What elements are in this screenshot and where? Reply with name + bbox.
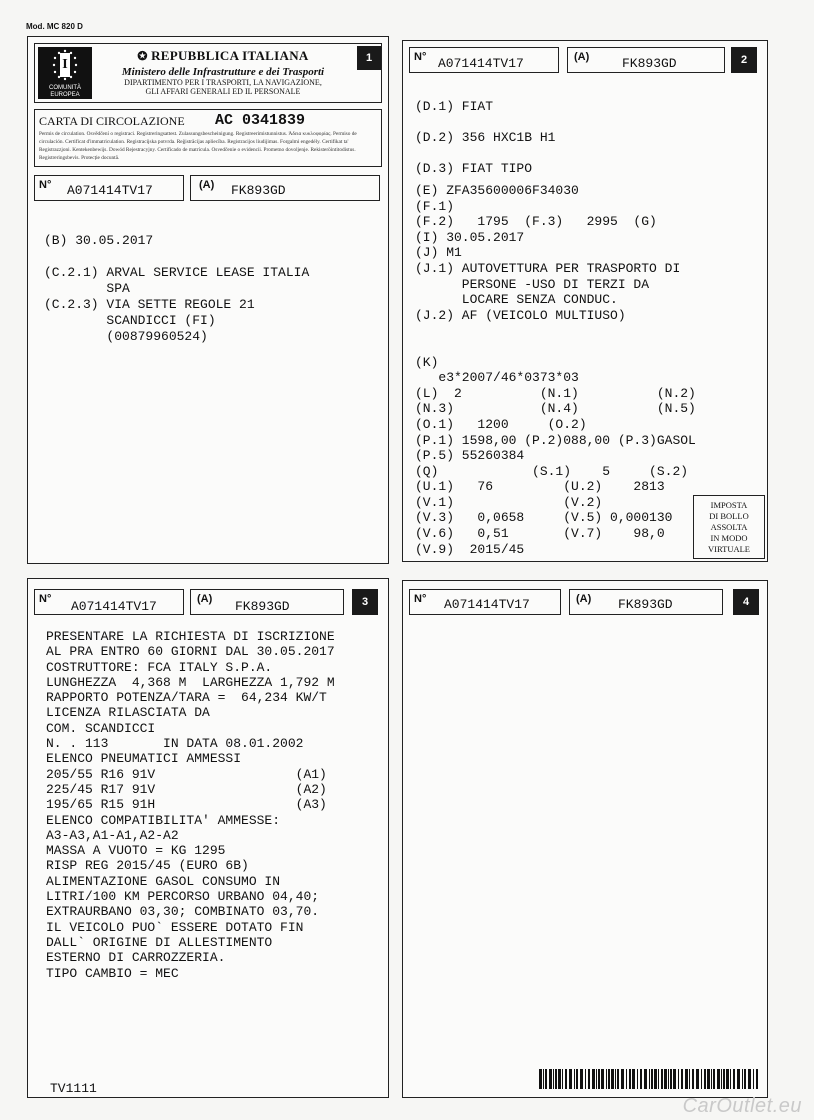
barcode-bar [661, 1069, 663, 1089]
footer-code: TV1111 [50, 1081, 97, 1096]
plate-label: (A) [576, 593, 592, 605]
note-line: ELENCO COMPATIBILITA' AMMESSE: [46, 812, 281, 828]
barcode-bar [598, 1069, 600, 1089]
technical-line: (O.1) 1200 (O.2) [415, 416, 587, 432]
technical-line: (N.3) (N.4) (N.5) [415, 401, 696, 417]
number-field [34, 175, 184, 201]
stamp-duty-line: IN MODO [710, 533, 748, 543]
note-line: MASSA A VUOTO = KG 1295 [46, 843, 226, 859]
note-line: 225/45 R17 91V (A2) [46, 781, 327, 797]
barcode-bar [678, 1069, 679, 1089]
technical-line: (K) [415, 354, 439, 370]
eu-label: COMUNITÀ EUROPEA [49, 85, 81, 98]
notes-block [46, 629, 335, 981]
panel-number-badge: 3 [352, 589, 378, 615]
number-value: A071414TV17 [71, 599, 157, 614]
technical-line: PERSONE -USO DI TERZI DA [415, 276, 650, 292]
issuer-block [97, 48, 349, 96]
plate-label: (A) [199, 179, 215, 191]
barcode-bar [649, 1069, 650, 1089]
barcode-bar [596, 1069, 597, 1089]
note-line: ELENCO PNEUMATICI AMMESSI [46, 751, 242, 767]
barcode-bar [753, 1069, 754, 1089]
note-line: 195/65 R15 91H (A3) [46, 797, 327, 813]
barcode-bar [692, 1069, 694, 1089]
republic-title: ✪ REPUBBLICA ITALIANA [137, 48, 309, 63]
barcode-bar [555, 1069, 557, 1089]
note-line: ALIMENTAZIONE GASOL CONSUMO IN [46, 873, 281, 889]
technical-line: (Q) (S.1) 5 (S.2) [415, 463, 689, 479]
barcode-bar [713, 1069, 715, 1089]
ministry-name: Ministero delle Infrastrutture e dei Trasporti [121, 66, 325, 78]
barcode-bar [617, 1069, 619, 1089]
barcode-bar [545, 1069, 547, 1089]
note-line: RISP REG 2015/45 (EURO 6B) [46, 858, 249, 874]
panel-4 [402, 580, 768, 1098]
barcode-bar [742, 1069, 743, 1089]
carta-label: CARTA DI CIRCOLAZIONE [39, 114, 185, 128]
barcode-bar [744, 1069, 746, 1089]
technical-line: (V.3) 0,0658 (V.5) 0,000130 [415, 510, 673, 526]
barcode-bar [543, 1069, 544, 1089]
note-line: LICENZA RILASCIATA DA [46, 705, 210, 721]
make-model-line: (D.2) 356 HXC1B H1 [415, 130, 556, 145]
barcode-bar [701, 1069, 702, 1089]
number-field [34, 589, 184, 615]
barcode-bar [629, 1069, 631, 1089]
note-line: PRESENTARE LA RICHIESTA DI ISCRIZIONE [46, 629, 335, 644]
number-field [409, 589, 561, 615]
technical-line: (V.1) (V.2) [415, 494, 603, 510]
barcode-bar [726, 1069, 729, 1089]
plate-field [567, 47, 725, 73]
number-label: N° [414, 51, 427, 63]
barcode-bar [580, 1069, 583, 1089]
barcode-bar [651, 1069, 653, 1089]
number-value: A071414TV17 [444, 597, 530, 612]
barcode-bar [681, 1069, 683, 1089]
plate-label: (A) [197, 593, 213, 605]
note-line: DALL` ORIGINE DI ALLESTIMENTO [46, 934, 273, 950]
barcode-bar [592, 1069, 595, 1089]
barcode-bar [704, 1069, 706, 1089]
barcode-bar [615, 1069, 616, 1089]
barcode-bar [696, 1069, 699, 1089]
number-label: N° [414, 593, 427, 605]
technical-line: (J.1) AUTOVETTURA PER TRASPORTO DI [415, 260, 681, 276]
barcode-bar [730, 1069, 731, 1089]
plate-value: FK893GD [235, 599, 290, 614]
barcode-bar [689, 1069, 690, 1089]
country-letter: I [60, 53, 70, 77]
watermark: CarOutlet.eu [682, 1095, 802, 1117]
stamp-duty-line: DI BOLLO [709, 511, 749, 521]
technical-line: (J) M1 [415, 245, 462, 261]
carta-circolazione-block [34, 109, 382, 167]
barcode-bar [668, 1069, 669, 1089]
barcode-bar [585, 1069, 586, 1089]
plate-field [190, 589, 344, 615]
barcode-bar [737, 1069, 740, 1089]
barcode-bar [644, 1069, 647, 1089]
detail-line: (B) 30.05.2017 [44, 233, 154, 248]
barcode-bar [673, 1069, 676, 1089]
model-label: Mod. MC 820 D [26, 22, 83, 31]
barcode-bar [664, 1069, 667, 1089]
panel-2 [402, 40, 768, 562]
barcode-bar [576, 1069, 578, 1089]
barcode-bar [588, 1069, 590, 1089]
panel-number-badge: 1 [357, 46, 381, 70]
make-model-line: (D.3) FIAT TIPO [415, 161, 533, 176]
technical-line: (F.1) [415, 198, 455, 214]
technical-line: (U.1) 76 (U.2) 2813 [415, 479, 665, 495]
barcode-bar [601, 1069, 604, 1089]
barcode-bar [654, 1069, 657, 1089]
panel-3 [27, 578, 389, 1098]
detail-line: SPA [44, 281, 130, 296]
barcode-bar [637, 1069, 638, 1089]
barcode-bar [721, 1069, 722, 1089]
barcode-bar [626, 1069, 627, 1089]
plate-value: FK893GD [622, 56, 677, 71]
technical-line [415, 339, 696, 355]
note-line: A3-A3,A1-A1,A2-A2 [46, 827, 179, 843]
barcode-bar [658, 1069, 659, 1089]
panel-1 [27, 36, 389, 564]
number-value: A071414TV17 [67, 183, 153, 198]
note-line: COSTRUTTORE: FCA ITALY S.P.A. [46, 659, 273, 675]
department-line-1: DIPARTIMENTO PER I TRASPORTI, LA NAVIGAZIONE, [124, 78, 322, 87]
technical-line: (J.2) AF (VEICOLO MULTIUSO) [415, 307, 626, 323]
barcode-bar [574, 1069, 575, 1089]
make-model-block [415, 91, 555, 184]
stamp-duty-line: ASSOLTA [710, 522, 748, 532]
eu-flag-emblem [38, 47, 92, 99]
technical-line: (V.9) 2015/45 [415, 541, 525, 557]
note-line: LITRI/100 KM PERCORSO URBANO 04,40; [46, 889, 320, 905]
technical-line: (P.5) 55260384 [415, 448, 525, 464]
barcode-bar [733, 1069, 735, 1089]
plate-value: FK893GD [618, 597, 673, 612]
barcode-bar [565, 1069, 567, 1089]
detail-line [44, 249, 309, 265]
stamp-duty-line: VIRTUALE [708, 544, 750, 554]
note-line: EXTRAURBANO 03,30; COMBINATO 03,70. [46, 904, 320, 920]
panel-number-badge: 2 [731, 47, 757, 73]
note-line: ESTERNO DI CARROZZERIA. [46, 950, 226, 966]
barcode-bar [723, 1069, 725, 1089]
note-line: AL PRA ENTRO 60 GIORNI DAL 30.05.2017 [46, 644, 335, 660]
plate-field [569, 589, 723, 615]
barcode-bar [562, 1069, 563, 1089]
barcode-bar [685, 1069, 688, 1089]
detail-line: (C.2.3) VIA SETTE REGOLE 21 [44, 297, 255, 312]
barcode [539, 1069, 761, 1089]
note-line: IL VEICOLO PUO` ESSERE DOTATO FIN [46, 919, 304, 935]
technical-line: (F.2) 1795 (F.3) 2995 (G) [415, 214, 657, 230]
note-line: TIPO CAMBIO = MEC [46, 965, 179, 981]
technical-line: (I) 30.05.2017 [415, 229, 525, 245]
detail-line: SCANDICCI (FI) [44, 313, 216, 328]
barcode-bar [558, 1069, 561, 1089]
note-line: N. . 113 IN DATA 08.01.2002 [46, 736, 304, 752]
note-line: LUNGHEZZA 4,368 M LARGHEZZA 1,792 M [46, 674, 335, 690]
detail-line: (C.2.1) ARVAL SERVICE LEASE ITALIA [44, 265, 310, 280]
barcode-bar [621, 1069, 624, 1089]
technical-line: LOCARE SENZA CONDUC. [415, 292, 618, 308]
barcode-bar [549, 1069, 552, 1089]
barcode-bar [707, 1069, 710, 1089]
barcode-bar [608, 1069, 610, 1089]
technical-line: (E) ZFA35600006F34030 [415, 183, 579, 198]
barcode-bar [539, 1069, 542, 1089]
plate-label: (A) [574, 51, 590, 63]
stamp-duty-box [693, 495, 765, 559]
barcode-bar [569, 1069, 572, 1089]
plate-field [190, 175, 380, 201]
barcode-bar [632, 1069, 635, 1089]
barcode-bar [606, 1069, 607, 1089]
plate-value: FK893GD [231, 183, 286, 198]
technical-details [415, 183, 696, 557]
technical-line [415, 323, 696, 339]
technical-line: (P.1) 1598,00 (P.2)088,00 (P.3)GASOL [415, 432, 696, 448]
number-value: A071414TV17 [438, 56, 524, 71]
multilanguage-text: Permis de circulation. Osvědčení o registraci. Registreringsattest. Zulassungsbescheinigung. Registreerimistunnistus. Άδεια κυκλοφορίας. Permiso de circulación. Certificat d'immatriculation. Registracijska potvrda. Reģistrācijas apliecība. Registracijos liudijimas. Forgalmi engedély. Certifikat ta' Registrazzjoni. Kentekenbewijs. Dowód Rejestracyjny. Certificado de matrícula. Osvedčenie o evidencii. Prometno dovoljenje. Rekisteröintitodistus. Registreringsbevis. Protecție docuntă. [39, 131, 357, 161]
panel-number-badge: 4 [733, 589, 759, 615]
barcode-bar [670, 1069, 672, 1089]
make-model-line: (D.1) FIAT [415, 99, 494, 114]
number-field [409, 47, 559, 73]
note-line: RAPPORTO POTENZA/TARA = 64,234 KW/T [46, 690, 327, 706]
registration-details [44, 233, 309, 345]
barcode-bar [640, 1069, 642, 1089]
stamp-duty-line: IMPOSTA [710, 500, 748, 510]
barcode-bar [717, 1069, 720, 1089]
number-label: N° [39, 593, 52, 605]
barcode-bar [711, 1069, 712, 1089]
department-line-2: GLI AFFARI GENERALI ED IL PERSONALE [145, 87, 301, 96]
technical-line: (V.6) 0,51 (V.7) 98,0 [415, 526, 665, 542]
technical-line: e3*2007/46*0373*03 [415, 370, 579, 386]
note-line: COM. SCANDICCI [46, 720, 156, 736]
technical-line: (L) 2 (N.1) (N.2) [415, 385, 696, 401]
barcode-bar [756, 1069, 758, 1089]
barcode-bar [748, 1069, 751, 1089]
detail-line: (00879960524) [44, 329, 208, 344]
barcode-bar [553, 1069, 554, 1089]
emblem-icon: ✪ [137, 49, 152, 63]
note-line: 205/55 R16 91V (A1) [46, 766, 327, 782]
barcode-bar [611, 1069, 614, 1089]
carta-number: AC 0341839 [215, 112, 306, 129]
header-block [34, 43, 382, 103]
number-label: N° [39, 179, 52, 191]
